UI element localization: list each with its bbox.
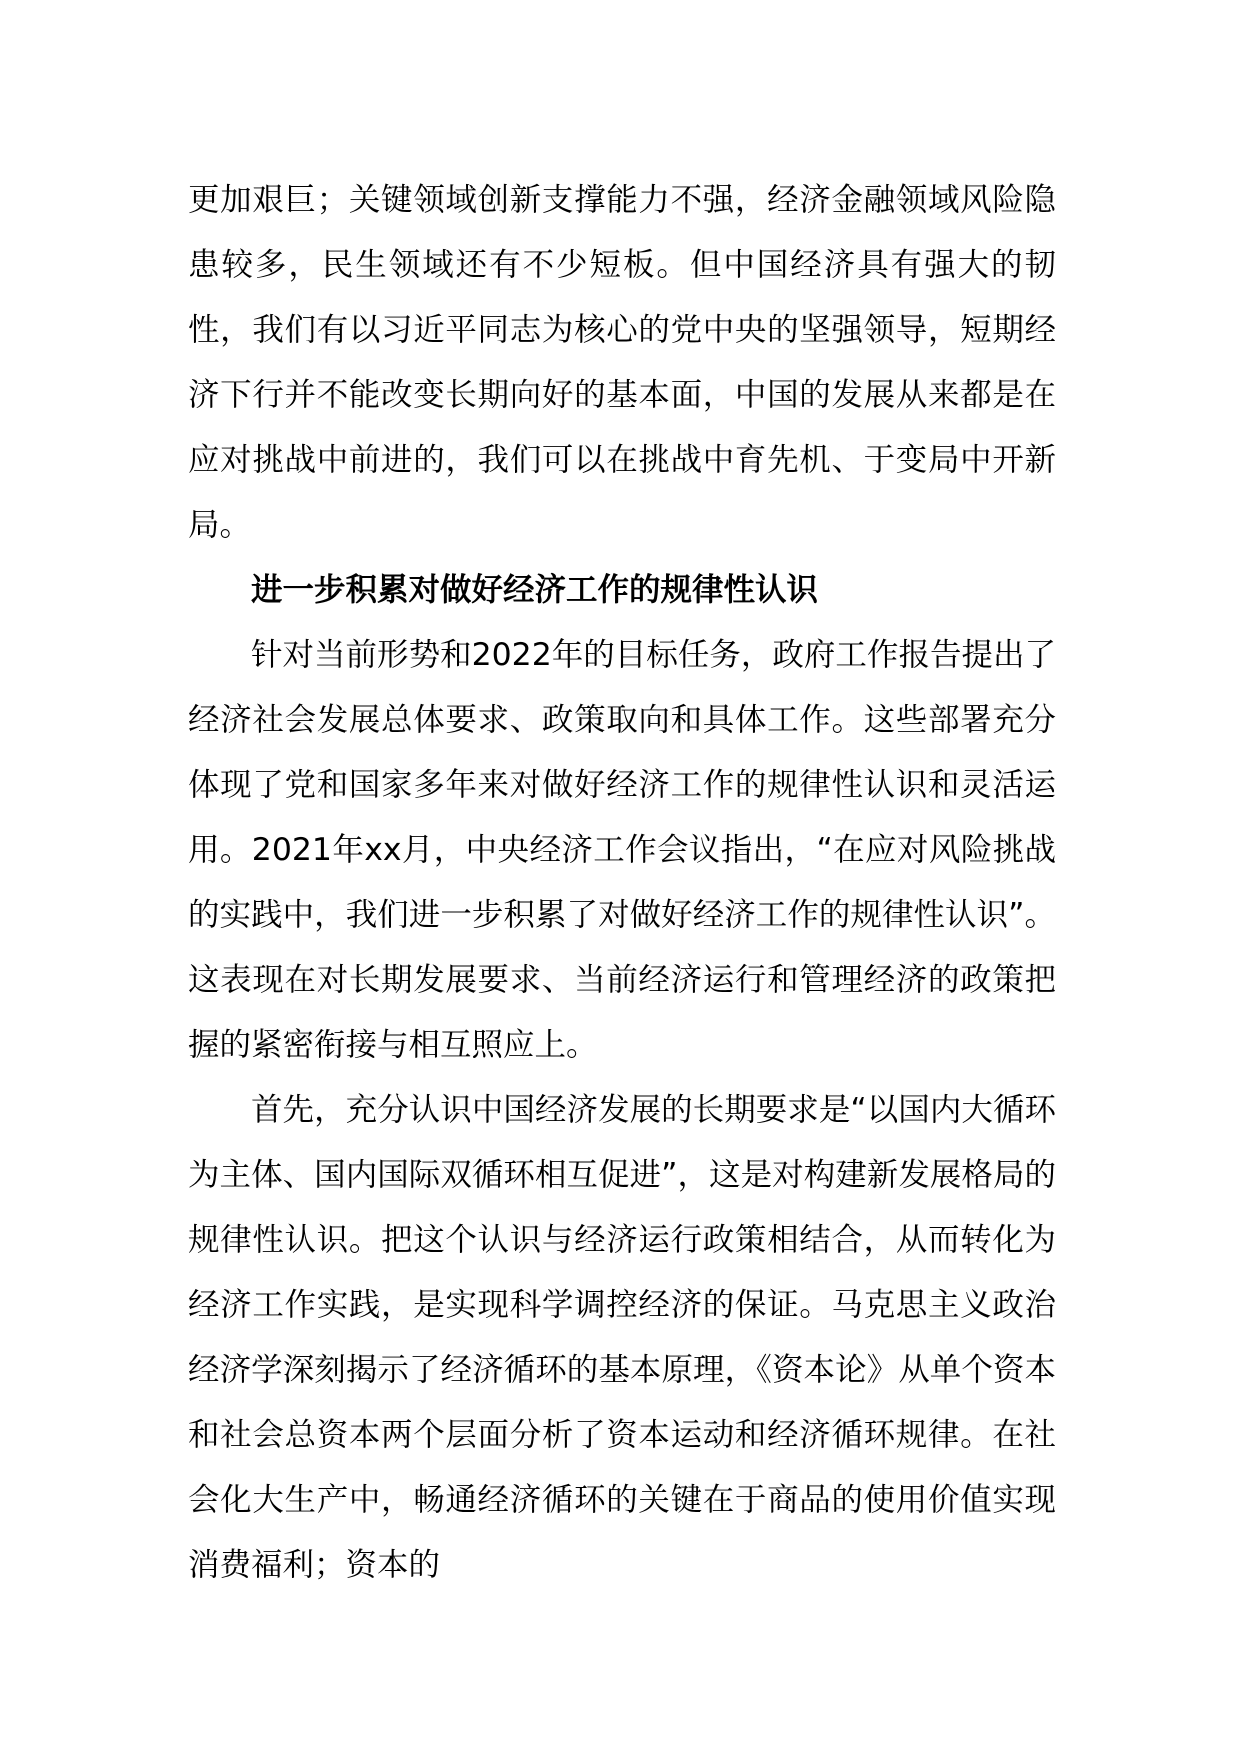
document-body bbox=[188, 168, 1056, 1598]
paragraph-continued: 更加艰巨；关键领域创新支撑能力不强，经济金融领域风险隐患较多，民生领域还有不少短板。但中国经济具有强大的韧性，我们有以习近平同志为核心的党中央的坚强领导，短期经济下行并不能改变长期向好的基本面，中国的发展从来都是在应对挑战中前进的，我们可以在挑战中育先机、于变局中开新局。 bbox=[188, 182, 1056, 543]
paragraph-work-report: 针对当前形势和2022年的目标任务，政府工作报告提出了经济社会发展总体要求、政策取向和具体工作。这些部署充分体现了党和国家多年来对做好经济工作的规律性认识和灵活运用。2021年xx月，中央经济工作会议指出，“在应对风险挑战的实践中，我们进一步积累了对做好经济工作的规律性认识”。这表现在对长期发展要求、当前经济运行和管理经济的政策把握的紧密衔接与相互照应上。 bbox=[188, 637, 1056, 1063]
section-heading: 进一步积累对做好经济工作的规律性认识 bbox=[251, 572, 819, 608]
paragraph-first-point: 首先，充分认识中国经济发展的长期要求是“以国内大循环为主体、国内国际双循环相互促进”，这是对构建新发展格局的规律性认识。把这个认识与经济运行政策相结合，从而转化为经济工作实践，是实现科学调控经济的保证。马克思主义政治经济学深刻揭示了经济循环的基本原理，《资本论》从单个资本和社会总资本两个层面分析了资本运动和经济循环规律。在社会化大生产中，畅通经济循环的关键在于商品的使用价值实现消费福利；资本的 bbox=[188, 1092, 1056, 1583]
